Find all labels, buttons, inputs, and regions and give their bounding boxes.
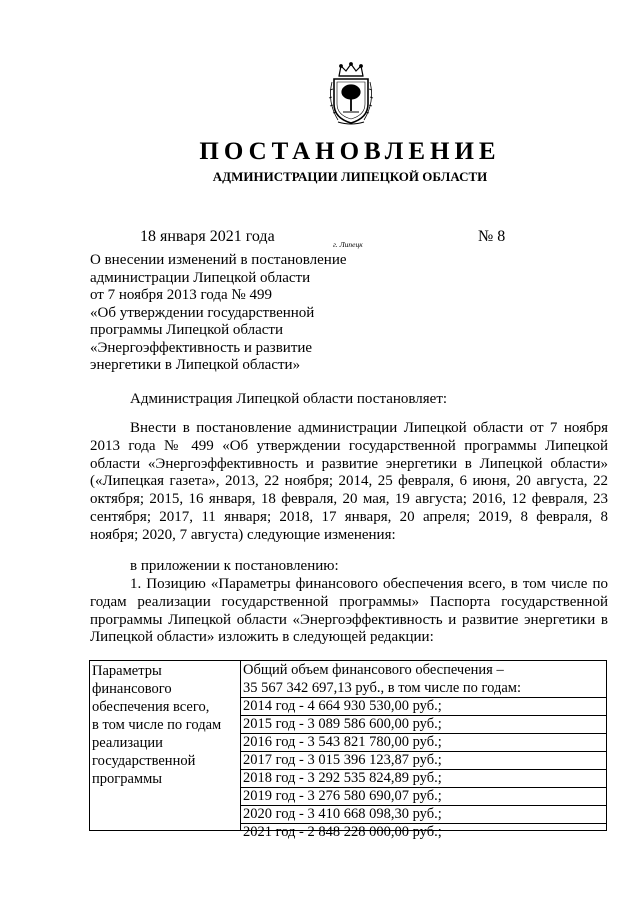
subject-line: энергетики в Липецкой области» [90, 357, 301, 373]
paragraph-line: Внести в постановление администрации Липецкой области от 7 ноября [130, 420, 608, 436]
table-row: 2020 год - 3 410 668 098,30 руб.; [241, 805, 606, 823]
paragraph-line: Липецкой области» изложить в следующей редакции: [90, 629, 434, 646]
coat-of-arms-emblem-icon [326, 62, 376, 126]
paragraph-line: («Липецкая газета», 2013, 22 ноября; 2014, 25 февраля, 6 июня, 20 августа, 22 [90, 473, 608, 490]
subject-line: программы Липецкой области [90, 322, 284, 338]
table-label-line: финансового [92, 681, 172, 697]
paragraph-line: области «Энергоэффективность и развитие энергетики в Липецкой области» [90, 455, 608, 472]
subject-line: «Об утверждении государственной [90, 304, 315, 321]
table-value-cell [241, 661, 606, 840]
table-label-line: обеспечения всего, [92, 699, 210, 715]
paragraph-amendments [90, 420, 608, 545]
paragraph-appendix: в приложении к постановлению: [130, 558, 339, 574]
table-label-line: реализации [92, 735, 163, 751]
table-label-line: государственной [92, 753, 196, 769]
table-row: 2017 год - 3 015 396 123,87 руб.; [241, 751, 606, 769]
table-row: 2014 год - 4 664 930 530,00 руб.; [241, 697, 606, 715]
table-row: 2021 год - 2 848 228 000,00 руб.; [241, 823, 606, 841]
subject-line: от 7 ноября 2013 года № 499 [90, 287, 272, 303]
table-label-cell [90, 661, 241, 830]
paragraph-line: сентября; 2017, 11 января; 2018, 17 января, 20 апреля; 2019, 8 февраля, 8 [90, 508, 608, 525]
paragraph-line: ноября; 2020, 7 августа) следующие изменения: [90, 526, 396, 543]
intro-statement: Администрация Липецкой области постановляет: [130, 391, 448, 407]
paragraph-item-1 [90, 576, 608, 647]
paragraph-line: 2013 года № 499 «Об утверждении государственной программы Липецкой [90, 437, 608, 454]
table-row: 2018 год - 3 292 535 824,89 руб.; [241, 769, 606, 787]
document-number: № 8 [478, 228, 506, 245]
table-value-line: Общий объем финансового обеспечения – [243, 662, 504, 678]
table-label-line: программы [92, 771, 162, 787]
subject-line: администрации Липецкой области [90, 269, 311, 286]
table-row: 2015 год - 3 089 586 600,00 руб.; [241, 715, 606, 733]
subject-line: О внесении изменений в постановление [90, 252, 347, 268]
paragraph-line: октября; 2015, 16 января, 18 февраля, 20 мая, 19 августа; 2016, 12 февраля, 23 [90, 491, 608, 508]
document-subtitle: АДМИНИСТРАЦИИ ЛИПЕЦКОЙ ОБЛАСТИ [212, 169, 488, 184]
table-label-line: Параметры [92, 663, 162, 679]
paragraph-line: программы Липецкой области «Энергоэффективность и развитие энергетики в [90, 611, 608, 628]
paragraph-line: годам реализации государственной программы» Паспорта государственной [90, 593, 608, 610]
table-label-line: в том числе по годам [92, 717, 222, 733]
table-row: 2019 год - 3 276 580 690,07 руб.; [241, 787, 606, 805]
subject-line: «Энергоэффективность и развитие [90, 339, 313, 356]
document-title: ПОСТАНОВЛЕНИЕ [199, 138, 501, 165]
table-row: 2016 год - 3 543 821 780,00 руб.; [241, 733, 606, 751]
document-date: 18 января 2021 года [140, 228, 275, 245]
document-place: г. Липецк [333, 240, 363, 249]
financing-table [89, 660, 607, 840]
document-subject [90, 252, 390, 375]
paragraph-line: 1. Позицию «Параметры финансового обеспечения всего, в том числе по [130, 576, 608, 592]
table-value-line: 35 567 342 697,13 руб., в том числе по годам: [243, 680, 521, 696]
